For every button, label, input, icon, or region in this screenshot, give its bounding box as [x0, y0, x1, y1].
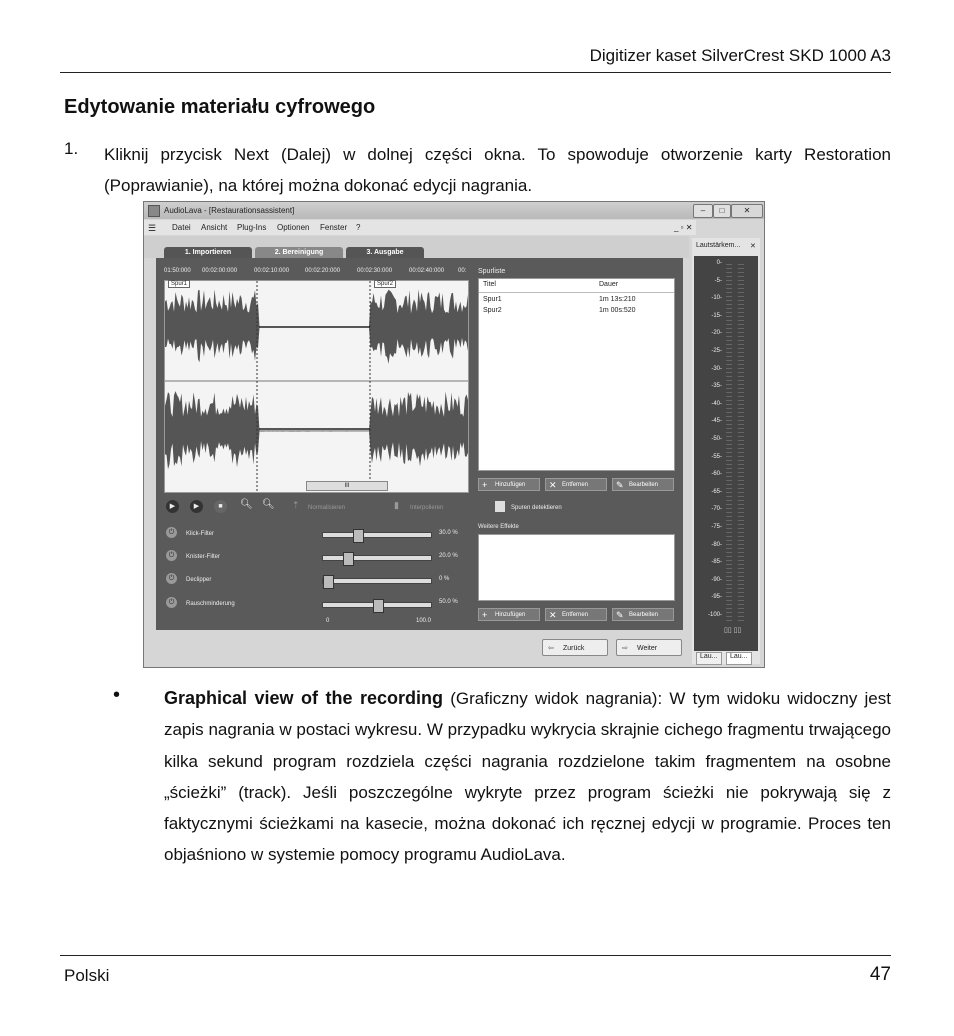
app-menu-icon[interactable]: ☰ [148, 223, 157, 233]
waveform-view[interactable] [164, 280, 469, 493]
remove-effect-button[interactable] [545, 608, 607, 621]
meter-scale-label: -20- [711, 330, 722, 337]
track-list[interactable] [478, 278, 675, 471]
meter-scale-label: -55- [711, 453, 722, 460]
meter-scale-label: -15- [711, 312, 722, 319]
meter-tab-1[interactable]: Lau... [696, 652, 722, 665]
power-icon[interactable]: ⏻ [166, 550, 177, 561]
col-titel[interactable]: Titel [483, 281, 496, 288]
track-marker-1[interactable]: Spur1 [168, 280, 190, 288]
ruler-tick: 00:02:40:000 [409, 268, 445, 274]
slider-thumb[interactable] [343, 552, 354, 566]
arrow-left-icon: ⇦ [548, 645, 554, 652]
effects-label: Weitere Effekte [478, 524, 519, 530]
filter-name: Knister-Filter [186, 554, 221, 560]
track-duration: 1m 00s:520 [599, 307, 636, 314]
slider-min-label: 0 [326, 618, 330, 624]
remove-track-label: Entfernen [562, 482, 589, 488]
ruler-tick: 00:02:10:000 [254, 268, 290, 274]
track-marker-2[interactable]: Spur2 [374, 280, 396, 288]
meter-scale-label: -35- [711, 383, 722, 390]
power-icon[interactable]: ⏻ [166, 597, 177, 608]
volume-meter-panel [692, 238, 760, 664]
track-name[interactable]: Spur2 [483, 307, 502, 314]
volume-meter [694, 256, 758, 651]
ruler-tick: 00: [458, 268, 467, 274]
audiolava-screenshot [143, 201, 765, 668]
zoom-out-icon[interactable]: 🔍︎ [262, 499, 275, 510]
pencil-icon: ✎ [616, 610, 624, 620]
meter-tab-2[interactable]: Lau... [726, 652, 752, 665]
slider-max-label: 100.0 [416, 618, 432, 624]
meter-scale-label: 0- [716, 260, 722, 266]
slider-thumb[interactable] [373, 599, 384, 613]
remove-track-button[interactable] [545, 478, 607, 491]
time-ruler [164, 268, 469, 278]
meter-scale-label: -100- [707, 612, 722, 618]
meter-scale-label: -10- [711, 295, 722, 302]
x-icon: ✕ [549, 480, 557, 490]
menu-optionen[interactable]: Optionen [277, 223, 310, 232]
meter-channel-icons: ▯▯ ▯▯ [724, 627, 742, 634]
ruler-tick: 00:02:30:000 [357, 268, 393, 274]
bullet-text: (Graficzny widok nagrania): W tym widoku widoczny jest zapis nagrania w postaci wykresu. W przypadku wykrycia skrajnie cichego fragmentu trwającego kilka sekund program rozdziela części nagrania rozdzielone takim fragmentem na osobne „ścieżki” (track). Jeśli poszczególne wykryte przez program ścieżki nie pokrywają się z faktycznymi ścieżkami na kasecie, można dokonać ich ręcznej edycji w programie. Proces ten objaśniono w systemie pomocy programu AudioLava. [164, 689, 891, 865]
slider-thumb[interactable] [353, 529, 364, 543]
app-title: AudioLava - [Restaurationsassistent] [164, 206, 295, 215]
normalize-icon: ⇡ [292, 500, 300, 510]
running-header: Digitizer kaset SilverCrest SKD 1000 A3 [589, 46, 891, 65]
meter-scale-label: -80- [711, 541, 722, 548]
step-text: Kliknij przycisk Next (Dalej) w dolnej części okna. To spowoduje otworzenie karty Restoration (Poprawianie), na której można dokonać edycji nagrania. [104, 145, 891, 195]
ruler-tick: 01:50:000 [164, 268, 191, 274]
meter-scale-label: -85- [711, 559, 722, 566]
close-icon[interactable]: ✕ [731, 204, 763, 218]
bullet-term: Graphical view of the recording [164, 688, 444, 708]
filter-value: 20.0 % [439, 553, 458, 559]
zoom-in-icon[interactable]: 🔍︎ [240, 499, 253, 510]
menu-plugins[interactable]: Plug-Ins [237, 223, 267, 232]
mdi-controls[interactable]: _ ▫ ✕ [674, 223, 693, 232]
filter-name: Declipper [186, 577, 212, 583]
add-track-button[interactable] [478, 478, 540, 491]
section-heading: Edytowanie materiału cyfrowego [64, 96, 376, 118]
normalize-button[interactable]: Normalisieren [308, 505, 346, 511]
restoration-panel [156, 258, 683, 630]
tab-bereinigung[interactable]: 2. Bereinigung [255, 247, 343, 259]
meter-scale-label: -50- [711, 436, 722, 442]
knister-filter-slider[interactable] [322, 555, 432, 561]
footer-language: Polski [64, 966, 110, 985]
stop-icon[interactable]: ■ [214, 500, 227, 513]
plus-icon: + [482, 480, 488, 490]
next-label: Weiter [637, 645, 658, 652]
interpolate-icon: ▮ [394, 500, 399, 510]
add-effect-button[interactable] [478, 608, 540, 621]
minimize-icon[interactable]: – [693, 204, 713, 218]
filter-value: 30.0 % [439, 530, 458, 536]
menu-datei[interactable]: Datei [172, 223, 191, 232]
power-icon[interactable]: ⏻ [166, 527, 177, 538]
play-selection-icon[interactable]: ▶ [190, 500, 203, 513]
page-number: 47 [869, 964, 891, 985]
maximize-icon[interactable]: □ [713, 204, 731, 218]
meter-scale-label: -70- [711, 506, 722, 513]
interpolate-button[interactable]: Interpolieren [410, 505, 444, 511]
spurliste-label: Spurliste [478, 268, 506, 275]
app-titlebar [144, 202, 764, 219]
effects-list[interactable] [478, 534, 675, 601]
bullet-paragraph [164, 683, 891, 871]
bullet-symbol: • [113, 684, 121, 706]
col-dauer[interactable]: Dauer [599, 281, 619, 288]
edit-effect-label: Bearbeiten [629, 612, 659, 618]
rauschminderung-slider[interactable] [322, 602, 432, 608]
plus-icon: + [482, 610, 488, 620]
remove-effect-label: Entfernen [562, 612, 589, 618]
menu-bar [144, 220, 696, 235]
filter-value: 50.0 % [439, 599, 458, 605]
meter-scale-label: -60- [711, 471, 722, 478]
detect-tracks-button[interactable]: Spuren detektieren [511, 505, 562, 511]
waveform-graphic [165, 281, 468, 492]
meter-scale-label: -45- [711, 418, 722, 425]
header-rule [60, 72, 891, 73]
power-icon[interactable]: ⏻ [166, 573, 177, 584]
ruler-tick: 00:02:20:000 [305, 268, 341, 274]
meter-scale-label: -65- [711, 488, 722, 495]
track-name[interactable]: Spur1 [483, 296, 502, 303]
pencil-icon: ✎ [616, 480, 624, 490]
meter-scale-label: -40- [711, 400, 722, 407]
app-logo-icon [148, 205, 160, 217]
edit-track-label: Bearbeiten [629, 482, 659, 488]
arrow-right-icon: ⇨ [622, 645, 628, 652]
back-label: Zurück [563, 645, 585, 652]
meter-scale-label: -30- [711, 365, 722, 372]
next-button[interactable] [616, 639, 682, 656]
play-icon[interactable]: ▶ [166, 500, 179, 513]
track-duration: 1m 13s:210 [599, 296, 636, 303]
menu-fenster[interactable]: Fenster [320, 223, 348, 232]
step-number: 1. [64, 139, 79, 158]
detect-tracks-icon [495, 501, 505, 512]
footer-rule [60, 955, 891, 956]
add-track-label: Hinzufügen [495, 482, 526, 488]
back-button[interactable] [542, 639, 608, 656]
meter-scale-label: -25- [711, 348, 722, 354]
x-icon: ✕ [549, 610, 557, 620]
filter-name: Rauschminderung [186, 601, 235, 607]
ruler-tick: 00:02:00:000 [202, 268, 238, 274]
filter-value: 0 % [439, 576, 450, 582]
edit-effect-button[interactable] [612, 608, 674, 621]
meter-scale-label: -75- [711, 524, 722, 530]
meter-scale-label: -5- [714, 277, 722, 284]
tab-ausgabe[interactable]: 3. Ausgabe [346, 247, 424, 259]
menu-help[interactable]: ? [356, 223, 361, 232]
meter-panel-title: Lautstärkem... [696, 242, 741, 249]
filter-name: Klick-Filter [186, 531, 214, 537]
slider-thumb[interactable] [323, 575, 334, 589]
meter-close-icon[interactable]: ✕ [750, 243, 756, 250]
tab-importieren[interactable]: 1. Importieren [164, 247, 252, 259]
meter-scale-label: -95- [711, 594, 722, 601]
waveform-scrollbar[interactable]: III [306, 481, 388, 491]
add-effect-label: Hinzufügen [495, 612, 526, 618]
edit-track-button[interactable] [612, 478, 674, 491]
klick-filter-slider[interactable] [322, 532, 432, 538]
meter-scale-label: -90- [711, 576, 722, 583]
menu-ansicht[interactable]: Ansicht [201, 223, 228, 232]
declipper-slider[interactable] [322, 578, 432, 584]
